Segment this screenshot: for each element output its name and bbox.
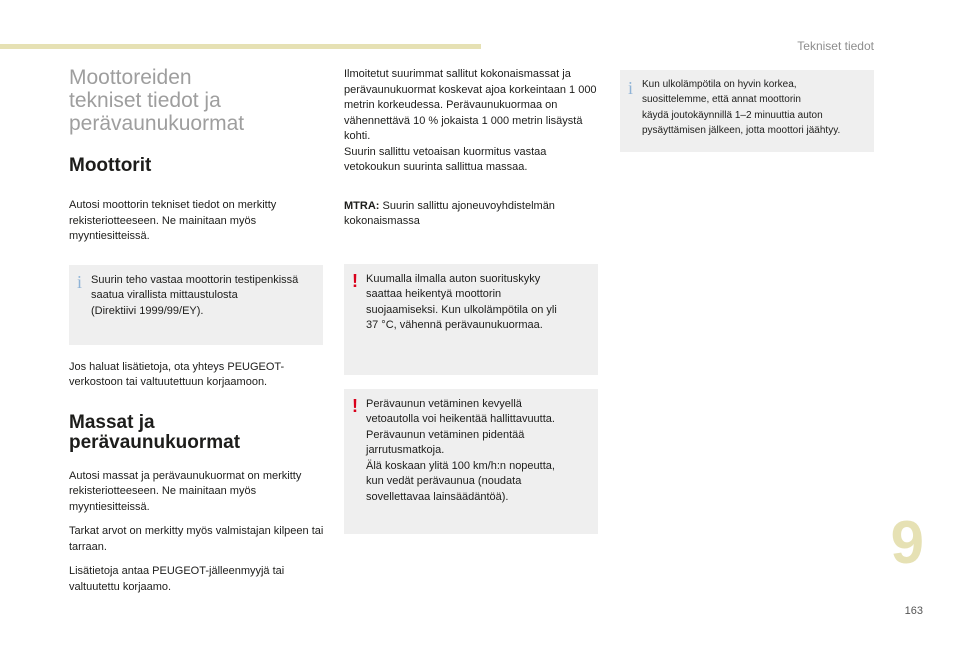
chapter-number: 9 xyxy=(890,509,924,576)
mtra-label: MTRA: xyxy=(344,199,380,212)
info-box-power xyxy=(69,265,323,345)
section-title-masses: Massat ja perävaunukuormat xyxy=(69,411,241,453)
info-text-power: Suurin teho vastaa moottorin testipenkissä saatua virallista mittaustulosta (Direktiivi 1999/99/EY). xyxy=(91,273,299,317)
page-title: Moottoreiden tekniset tiedot ja perävaunukuormat xyxy=(69,66,245,135)
page-number: 163 xyxy=(904,605,923,617)
dealer-paragraph: Lisätietoja antaa PEUGEOT-jälleenmyyjä tai valtuutettu korjaamo. xyxy=(69,565,285,593)
plate-paragraph: Tarkat arvot on merkitty myös valmistajan kilpeen tai tarraan. xyxy=(69,525,324,553)
info-box-cooling xyxy=(620,70,874,152)
warning-box-heat xyxy=(344,264,598,375)
info-text-cooling: Kun ulkolämpötila on hyvin korkea, suosittelemme, että annat moottorin käydä joutokäynnillä 1–2 minuuttia auton pysäyttämisen jälkeen, jotta moottori jäähtyy. xyxy=(642,79,841,136)
info-icon: i xyxy=(77,271,83,292)
warning-icon: ! xyxy=(352,395,358,416)
contact-paragraph: Jos haluat lisätietoja, ota yhteys PEUGEOT-verkostoon tai valtuutettuun korjaamoon. xyxy=(69,360,285,388)
warning-text-towing: Perävaunun vetäminen kevyellä vetoautolla voi heikentää hallittavuutta. Perävaunun vetäminen pidentää jarrutusmatkoja. Älä koskaan ylitä 100 km/h:n nopeutta, kun vedät perävaunua (noudata sovellettavaa lainsäädäntöä). xyxy=(366,397,555,503)
column-right xyxy=(620,70,874,152)
warning-text-heat: Kuumalla ilmalla auton suorituskyky saattaa heikentyä moottorin suojaamiseksi. Kun ulkolämpötila on yli 37 °C, vähennä perävaunukuormaa. xyxy=(366,272,557,331)
header-accent-bar xyxy=(0,44,481,49)
chapter-title: Tekniset tiedot xyxy=(797,39,874,53)
column-middle xyxy=(344,67,600,534)
towbar-paragraph: Suurin sallittu vetoaisan kuormitus vastaa vetokoukun suurinta sallittua massaa. xyxy=(344,145,547,173)
engines-paragraph: Autosi moottorin tekniset tiedot on merkitty rekisteriotteeseen. Ne mainitaan myös myyntiesitteissä. xyxy=(69,199,277,242)
warning-box-towing xyxy=(344,389,598,534)
column-left xyxy=(69,66,327,595)
warning-icon: ! xyxy=(352,270,358,291)
mtra-paragraph xyxy=(344,199,600,230)
altitude-paragraph: Ilmoitetut suurimmat sallitut kokonaismassat ja perävaunukuormat koskevat ajoa korkeintaan 1 000 metrin korkeudessa. Perävaunukuormaa on vähennettävä 10 % jokaista 1 000 metrin lisäystä kohti. xyxy=(344,68,597,142)
mtra-text: Suurin sallittu ajoneuvoyhdistelmän kokonaismassa xyxy=(344,199,555,227)
info-icon: i xyxy=(628,78,634,98)
section-title-engines: Moottorit xyxy=(69,155,152,176)
masses-paragraph: Autosi massat ja perävaunukuormat on merkitty rekisteriotteeseen. Ne mainitaan myös myyntiesitteissä. xyxy=(69,469,302,513)
